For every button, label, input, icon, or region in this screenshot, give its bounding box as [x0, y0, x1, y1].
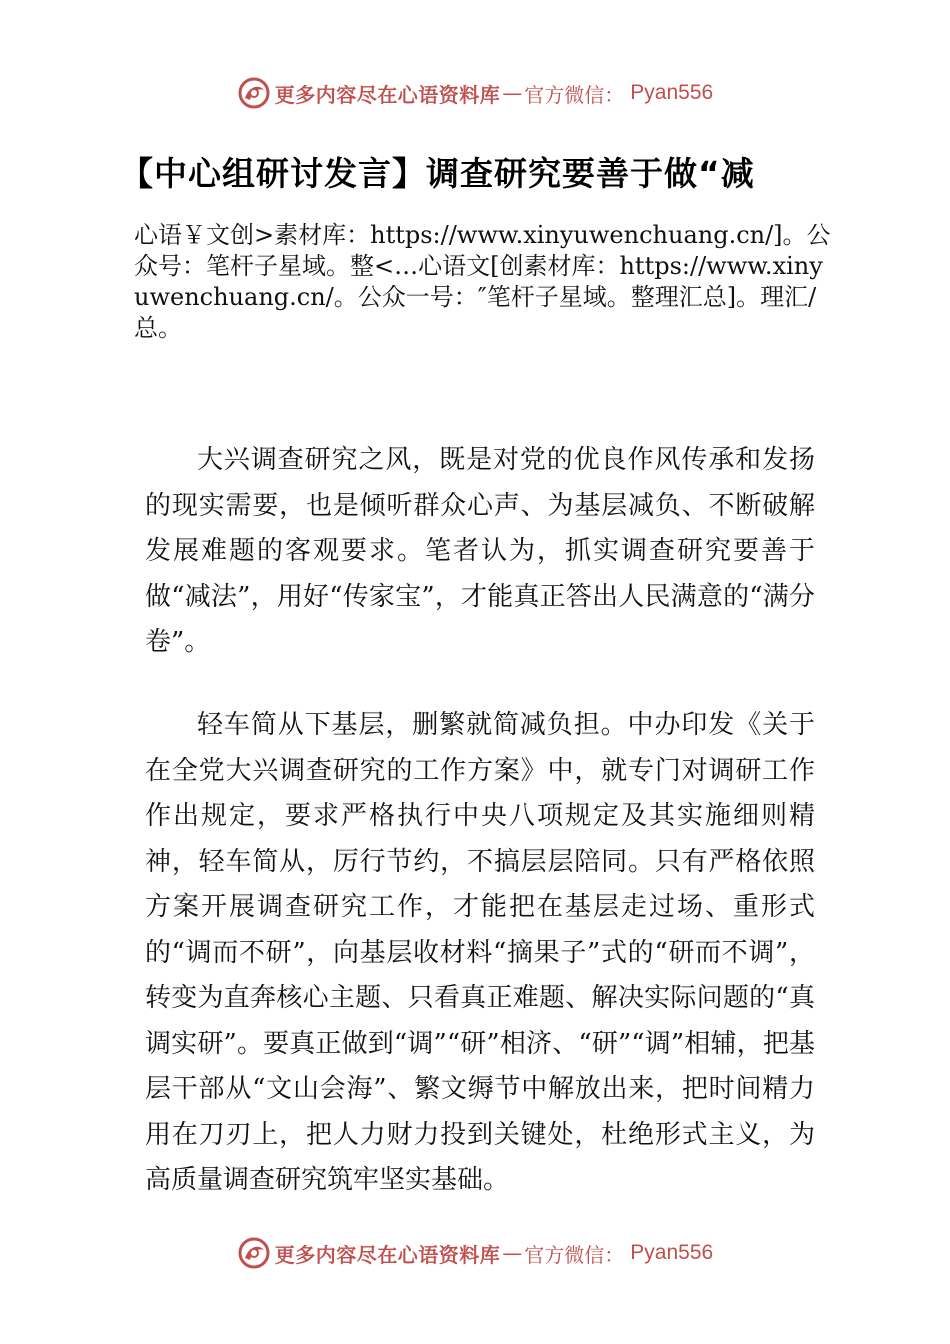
document-title: 【中心组研讨发言】调查研究要善于做“减	[120, 154, 755, 193]
source-note: 心语￥文创>素材库：https://www.xinyuwenchuang.cn/]。公众号：笔杆子星域。整<…心语文[创素材库：https://www.xinyuwenchuang.cn/。公众一号：″笔杆子星域。整理汇总]。理汇/总。	[134, 221, 831, 342]
body-paragraph: 大兴调查研究之风，既是对党的优良作风传承和发扬的现实需要，也是倾听群众心声、为基层减负、不断破解发展难题的客观要求。笔者认为，抓实调查研究要善于做“减法”，用好“传家宝”，才能真正答出人民满意的“满分卷”。	[145, 445, 815, 657]
banner-wechat-label: 官方微信：	[524, 82, 625, 107]
banner-dash: —	[502, 1241, 523, 1265]
header-banner	[0, 68, 950, 118]
banner-wechat-id: Pyan556	[630, 1241, 714, 1264]
body-paragraph: 轻车简从下基层，删繁就简减负担。中办印发《关于在全党大兴调查研究的工作方案》中，就专门对调研工作作出规定，要求严格执行中央八项规定及其实施细则精神，轻车简从，厉行节约，不搞层层陪同。只有严格依照方案开展调查研究工作，才能把在基层走过场、重形式的“调而不研”，向基层收材料“摘果子”式的“研而不调”，转变为直奔核心主题、只看真正难题、解决实际问题的“真调实研”。要真正做到“调”“研”相济、“研”“调”相辅，把基层干部从“文山会海”、繁文缛节中解放出来，把时间精力用在刀刃上，把人力财力投到关键处，杜绝形式主义，为高质量调查研究筑牢坚实基础。	[145, 710, 815, 1195]
banner-wechat-id: Pyan556	[630, 81, 714, 104]
swirl-logo-icon	[237, 76, 271, 110]
footer-banner	[0, 1228, 950, 1278]
banner-slogan: 更多内容尽在心语资料库	[274, 1242, 501, 1267]
banner-dash: —	[502, 81, 523, 105]
banner-slogan: 更多内容尽在心语资料库	[274, 82, 501, 107]
swirl-logo-icon	[237, 1236, 271, 1270]
banner-wechat-label: 官方微信：	[524, 1242, 625, 1267]
